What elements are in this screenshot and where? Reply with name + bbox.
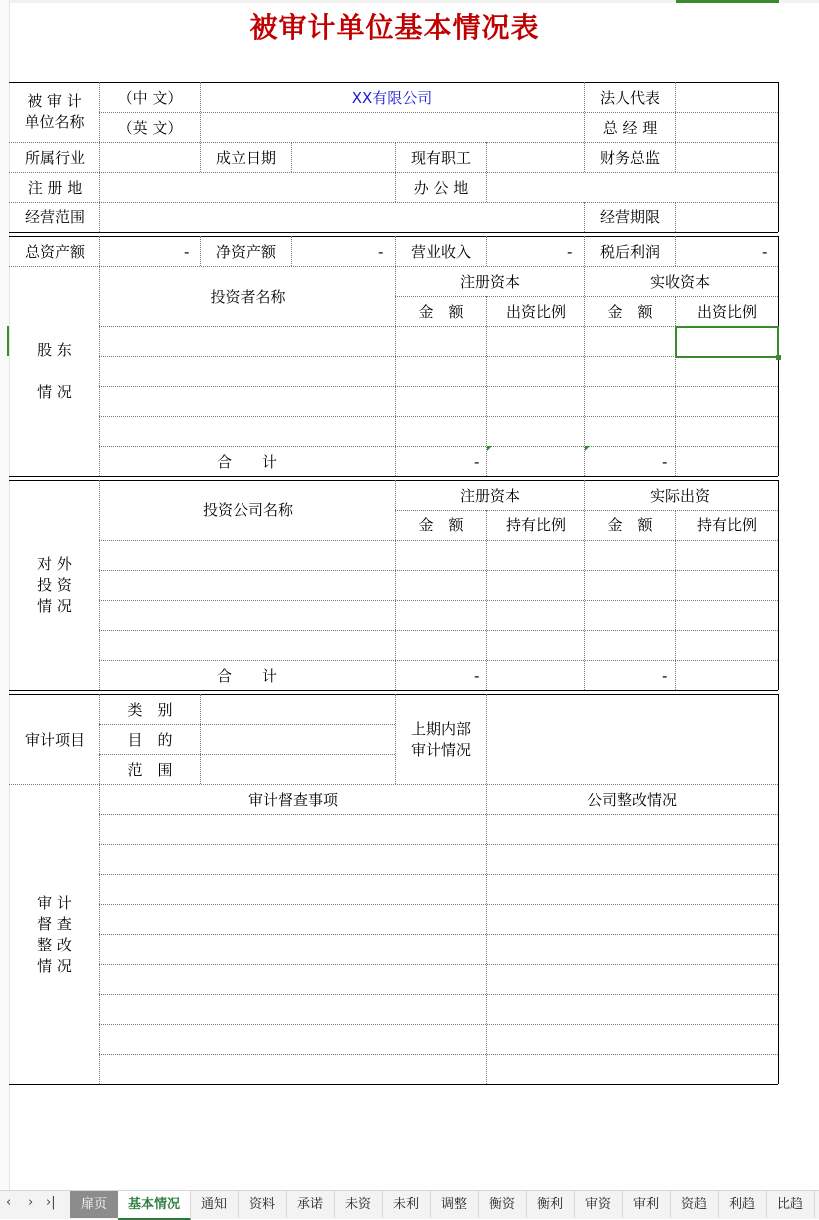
grid-line <box>778 82 779 232</box>
cfo-label: 财务总监 <box>599 149 661 167</box>
actual-ratio-header: 持有比例 <box>696 516 758 534</box>
paid-amount-header: 金 额 <box>607 303 653 321</box>
sheet-tab[interactable]: 未资 <box>334 1191 383 1218</box>
grid-line <box>584 236 585 476</box>
investee-amount-header: 金 额 <box>418 516 464 534</box>
sheet-tab[interactable]: 未利 <box>382 1191 431 1218</box>
grid-line <box>291 142 292 172</box>
error-indicator <box>487 446 492 451</box>
net-assets-value[interactable]: - <box>378 243 384 261</box>
industry-label: 所属行业 <box>24 149 86 167</box>
grid-line <box>99 874 778 875</box>
selected-row-indicator <box>7 326 9 356</box>
column-header-strip <box>0 0 819 3</box>
revenue-label: 营业收入 <box>410 243 472 261</box>
grid-line <box>486 510 487 690</box>
grid-line <box>200 236 201 266</box>
grid-line <box>99 600 778 601</box>
founded-date-label: 成立日期 <box>215 149 277 167</box>
grid-line <box>584 202 585 232</box>
grid-line <box>99 994 778 995</box>
audit-category-label: 类 别 <box>127 701 173 719</box>
investments-total-label: 合 计 <box>216 667 278 685</box>
sheet-tab[interactable]: 衡利 <box>526 1191 575 1218</box>
grid-line <box>9 784 778 785</box>
sheet-tab[interactable]: 利趋 <box>718 1191 767 1218</box>
grid-line <box>9 476 778 477</box>
grid-line <box>99 82 100 232</box>
grid-line <box>9 480 778 481</box>
sheet-tab[interactable]: 扉页 <box>70 1191 119 1218</box>
actual-amount-header: 金 额 <box>607 516 653 534</box>
paid-capital-header: 实收资本 <box>649 273 711 291</box>
grid-line <box>99 570 778 571</box>
legal-rep-label: 法人代表 <box>599 89 661 107</box>
investee-registered-capital-header: 注册资本 <box>459 487 521 505</box>
grid-line <box>9 694 778 695</box>
grid-line <box>486 694 487 1084</box>
grid-line <box>99 724 395 725</box>
english-name-label: （英 文） <box>117 119 183 137</box>
audit-issues-header: 审计督查事项 <box>247 791 339 809</box>
grid-line <box>99 934 778 935</box>
sheet-tab[interactable]: 资趋 <box>670 1191 719 1218</box>
grid-line <box>9 236 778 237</box>
grid-line <box>9 232 778 233</box>
business-scope-label: 经营范围 <box>24 208 86 226</box>
shareholders-total-label: 合 计 <box>216 453 278 471</box>
sheet-tab[interactable]: 基本情况 <box>118 1191 191 1220</box>
sheet-tab[interactable]: 调整 <box>430 1191 479 1218</box>
grid-line <box>778 694 779 1084</box>
grid-line <box>9 172 778 173</box>
revenue-value[interactable]: - <box>567 243 573 261</box>
investments-section-label: 对 外 投 资 情 况 <box>37 555 72 615</box>
grid-line <box>675 510 676 690</box>
net-profit-value[interactable]: - <box>762 243 768 261</box>
office-address-label: 办 公 地 <box>413 179 469 197</box>
grid-line <box>778 480 779 690</box>
grid-line <box>99 964 778 965</box>
grid-line <box>99 236 100 476</box>
total-assets-value[interactable]: - <box>184 243 190 261</box>
grid-line <box>99 754 395 755</box>
audit-rectification-section-label: 审 计 督 查 整 改 情 况 <box>37 894 72 975</box>
investor-name-header: 投资者名称 <box>210 288 286 306</box>
grid-line <box>99 480 100 690</box>
grid-line <box>9 142 778 143</box>
grid-line <box>9 690 778 691</box>
shareholders-section-label: 股 东 情 况 <box>37 341 72 401</box>
grid-line <box>99 814 778 815</box>
grid-line <box>9 1084 778 1085</box>
sheet-tab[interactable]: 衡资 <box>478 1191 527 1218</box>
selected-column-indicator <box>676 0 779 3</box>
company-rectification-header: 公司整改情况 <box>586 791 678 809</box>
sheet-tab[interactable]: 承诺 <box>286 1191 335 1218</box>
grid-line <box>99 630 778 631</box>
grid-line <box>675 236 676 266</box>
grid-line <box>9 266 778 267</box>
chinese-name-value[interactable]: XX有限公司 <box>351 89 433 107</box>
sheet-tab-bar <box>0 1190 819 1219</box>
audit-project-label: 审计项目 <box>24 731 86 749</box>
sheet-title: 被审计单位基本情况表 <box>249 11 540 44</box>
registered-amount-header: 金 额 <box>418 303 464 321</box>
sheet-tab[interactable]: 比趋 <box>766 1191 815 1218</box>
grid-line <box>99 540 778 541</box>
grid-line <box>99 446 778 447</box>
grid-line <box>291 236 292 266</box>
sheet-tab[interactable]: 审利 <box>622 1191 671 1218</box>
grid-line <box>395 296 778 297</box>
prior-internal-audit-label: 上期内部 审计情况 <box>410 720 471 759</box>
grid-line <box>675 296 676 476</box>
paid-ratio-header: 出资比例 <box>696 303 758 321</box>
audit-purpose-label: 目 的 <box>127 731 173 749</box>
registered-address-label: 注 册 地 <box>27 179 83 197</box>
actual-contribution-header: 实际出资 <box>649 487 711 505</box>
grid-line <box>200 82 201 172</box>
grid-line <box>99 844 778 845</box>
grid-line <box>99 1024 778 1025</box>
grid-line <box>99 1054 778 1055</box>
prev-sheet-icon[interactable]: ‹ <box>6 1195 12 1210</box>
grid-line <box>486 236 487 266</box>
auditee-name-label: 被 审 计 单位名称 <box>24 92 85 131</box>
investments-total-registered[interactable]: - <box>474 667 480 685</box>
net-profit-label: 税后利润 <box>599 243 661 261</box>
grid-line <box>99 386 778 387</box>
grid-line <box>395 510 778 511</box>
grid-line <box>99 904 778 905</box>
grid-line <box>395 142 396 202</box>
grid-line <box>486 142 487 202</box>
grid-line <box>395 236 396 476</box>
sheet-tab[interactable]: 审资 <box>574 1191 623 1218</box>
general-manager-label: 总 经 理 <box>602 119 658 137</box>
shareholders-total-registered[interactable]: - <box>474 453 480 471</box>
sheet-tab[interactable]: 资料 <box>238 1191 287 1218</box>
fill-handle[interactable] <box>776 355 781 360</box>
investee-ratio-header: 持有比例 <box>505 516 567 534</box>
error-indicator <box>585 446 590 451</box>
grid-line <box>200 694 201 784</box>
row-header-strip <box>0 0 10 1190</box>
sheet-tab[interactable]: 通知 <box>190 1191 239 1218</box>
grid-line <box>9 202 778 203</box>
grid-line <box>395 480 396 690</box>
investments-total-actual[interactable]: - <box>662 667 668 685</box>
grid-line <box>99 694 100 1084</box>
last-sheet-icon[interactable]: ›| <box>46 1195 56 1210</box>
grid-line <box>99 416 778 417</box>
chinese-name-label: （中 文） <box>117 89 183 107</box>
next-sheet-icon[interactable]: › <box>28 1195 34 1210</box>
registered-ratio-header: 出资比例 <box>505 303 567 321</box>
grid-line <box>675 202 676 232</box>
grid-line <box>584 480 585 690</box>
registered-capital-header: 注册资本 <box>459 273 521 291</box>
grid-line <box>9 82 778 83</box>
grid-line <box>99 660 778 661</box>
total-assets-label: 总资产额 <box>24 243 86 261</box>
investee-name-header: 投资公司名称 <box>202 501 294 519</box>
grid-line <box>675 82 676 172</box>
staff-count-label: 现有职工 <box>410 149 472 167</box>
net-assets-label: 净资产额 <box>215 243 277 261</box>
audit-range-label: 范 围 <box>127 761 173 779</box>
grid-line <box>584 82 585 172</box>
shareholders-total-paid[interactable]: - <box>662 453 668 471</box>
business-term-label: 经营期限 <box>599 208 661 226</box>
selected-cell[interactable] <box>675 326 779 358</box>
